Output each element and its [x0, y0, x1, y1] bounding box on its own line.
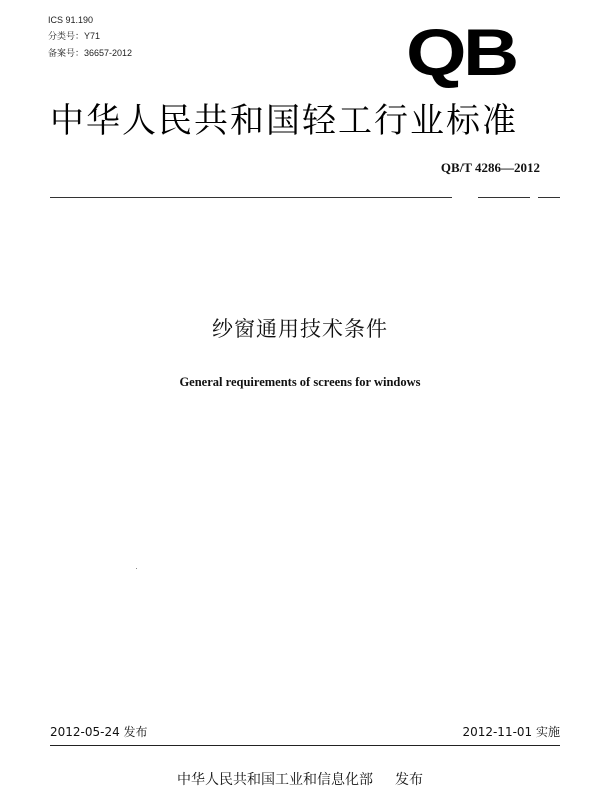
classification-number: 分类号：Y71 [48, 31, 101, 41]
publisher-line [0, 771, 600, 789]
document-title-cn: 纱窗通用技术条件 [212, 317, 388, 341]
publisher-name: 中华人民共和国工业和信息化部 [177, 772, 373, 788]
scan-speck [136, 568, 137, 569]
standard-number: QB/T 4286—2012 [440, 160, 540, 175]
document-title-en: General requirements of screens for windows [179, 375, 421, 389]
top-divider-gap-2 [530, 195, 538, 199]
ics-code: ICS 91.190 [48, 15, 94, 25]
effective-date: 2012-11-01 实施 [462, 725, 560, 739]
top-divider-gap [452, 195, 478, 199]
qb-logo: QB [406, 15, 516, 89]
publisher-action: 发布 [395, 772, 423, 788]
top-divider [50, 197, 560, 198]
filing-number: 备案号：36657-2012 [48, 48, 133, 58]
issue-date: 2012-05-24 发布 [50, 725, 148, 739]
bottom-divider [50, 745, 560, 746]
standard-category-title: 中华人民共和国轻工行业标准 [50, 101, 518, 141]
